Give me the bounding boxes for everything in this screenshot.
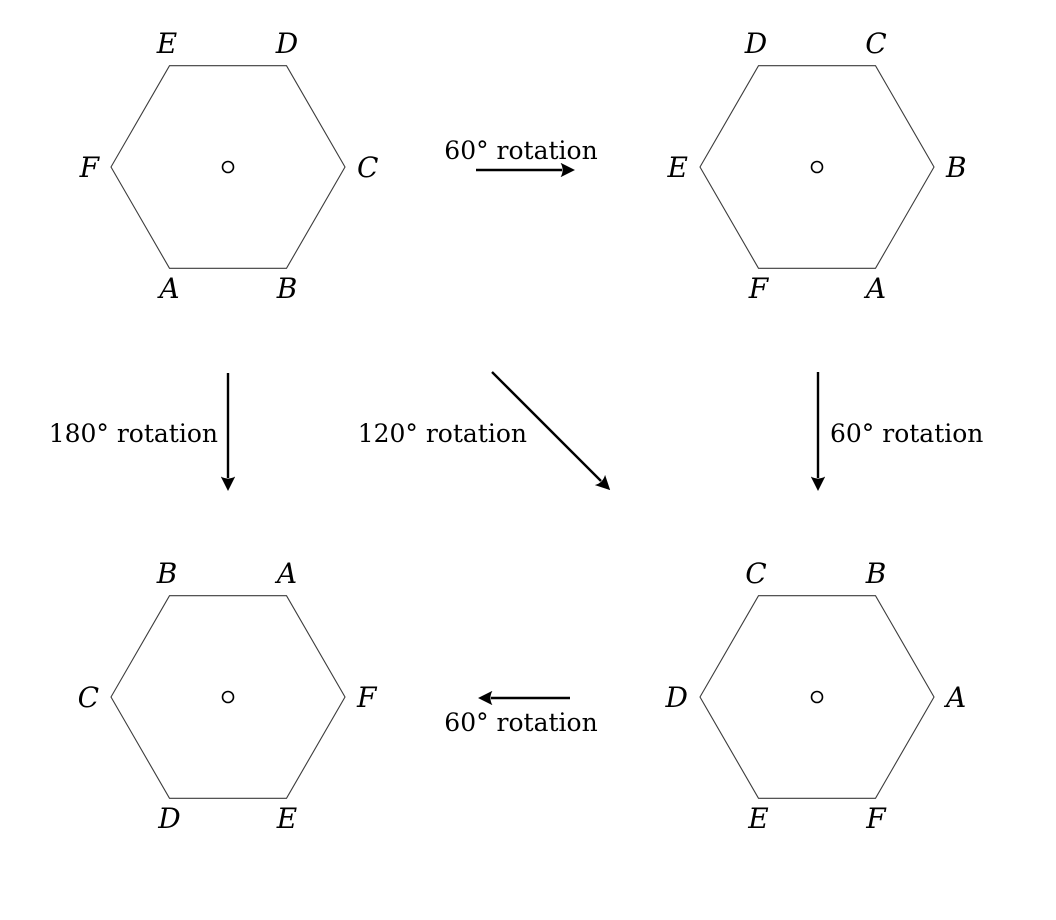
rotation-label: 120° rotation xyxy=(357,419,527,448)
vertex-label: D xyxy=(665,681,688,714)
vertex-label: A xyxy=(159,272,180,305)
rotation-label: 60° rotation xyxy=(830,419,984,448)
vertex-label: A xyxy=(946,681,967,714)
vertex-label: E xyxy=(276,802,298,835)
vertex-label: C xyxy=(77,681,99,714)
vertex-label: C xyxy=(865,27,887,60)
vertex-label: F xyxy=(866,802,886,835)
rotation-label: 60° rotation xyxy=(444,136,598,165)
rotation-label: 60° rotation xyxy=(444,708,598,737)
vertex-label: D xyxy=(158,802,181,835)
vertex-label: E xyxy=(156,27,178,60)
vertex-label: F xyxy=(748,272,769,305)
vertex-label: D xyxy=(744,27,768,60)
rotation-label: 180° rotation xyxy=(48,419,218,448)
hexagon-top-left xyxy=(79,27,379,305)
hexagon-top-right xyxy=(667,27,967,305)
vertex-label: E xyxy=(748,802,769,835)
arrow-bottom-60-rotation xyxy=(444,698,597,737)
arrow-center-120-rotation xyxy=(358,372,601,481)
arrow-right-60-rotation xyxy=(818,372,983,478)
vertex-label: F xyxy=(79,151,99,184)
arrow-left-180-rotation xyxy=(49,373,228,478)
vertex-label: F xyxy=(357,681,377,714)
vertex-label: B xyxy=(156,557,178,590)
vertex-label: B xyxy=(865,557,887,590)
vertex-label: A xyxy=(276,557,298,590)
vertex-label: C xyxy=(745,557,767,590)
center-point-icon xyxy=(223,162,234,173)
vertex-label: A xyxy=(865,272,887,305)
vertex-label: C xyxy=(357,151,379,184)
vertex-label: B xyxy=(946,151,967,184)
arrow-top-60-rotation xyxy=(444,136,597,170)
hexagon-bottom-right xyxy=(665,557,967,835)
center-point-icon xyxy=(812,692,823,703)
hexagon-bottom-left xyxy=(78,557,378,835)
vertex-label: E xyxy=(667,151,688,184)
center-point-icon xyxy=(223,692,234,703)
hexagon-outline xyxy=(111,66,345,269)
vertex-label: D xyxy=(275,27,299,60)
hexagon-outline xyxy=(111,596,345,799)
hexagon-outline xyxy=(700,596,934,799)
center-point-icon xyxy=(812,162,823,173)
vertex-label: B xyxy=(276,272,298,305)
hexagon-outline xyxy=(700,66,934,269)
